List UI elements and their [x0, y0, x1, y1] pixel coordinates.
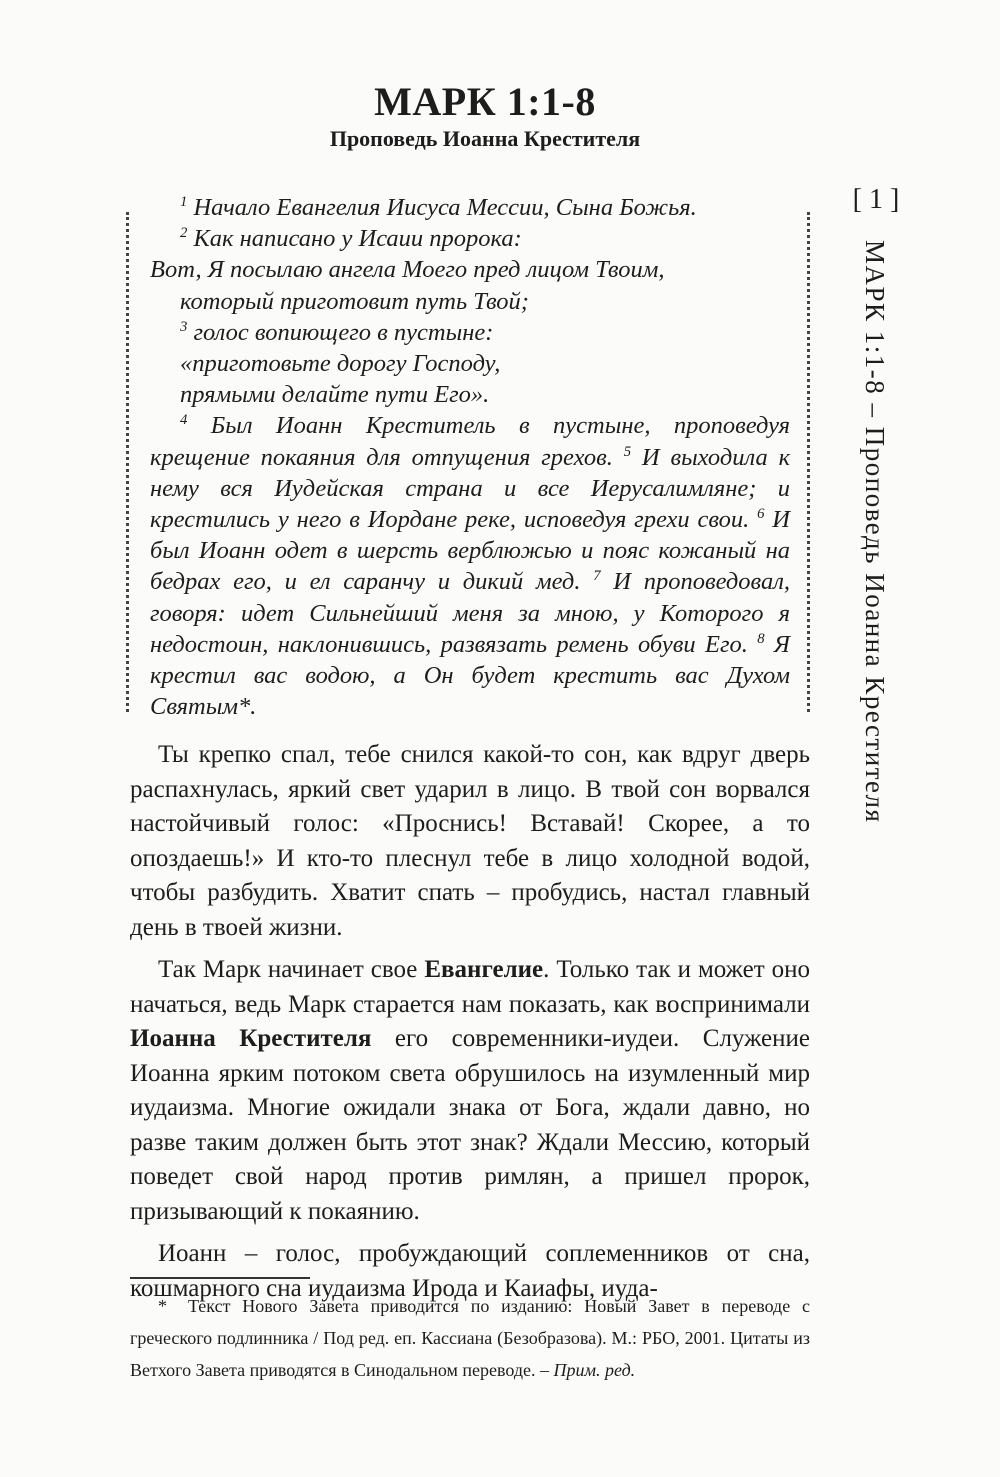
chapter-subtitle: Проповедь Иоанна Крестителя	[329, 126, 641, 151]
verse-2	[150, 223, 790, 254]
text-run: Так Марк начинает свое	[158, 956, 418, 983]
term-john-the-baptist: Иоанна Крестителя	[130, 1025, 372, 1052]
verse-2-poem-line: Вот, Я посылаю ангела Моего пред лицом Твоим,	[150, 256, 665, 284]
verse-number: 5	[623, 443, 632, 460]
paragraph	[130, 953, 810, 1229]
scripture-verses	[150, 192, 790, 722]
verse-text: Был Иоанн Креститель в пустыне, проповедуя крещение покаяния для отпущения грехов.	[150, 412, 791, 471]
dotted-border-left	[126, 212, 129, 712]
verse-text: Как написано у Исаии пророка:	[193, 225, 522, 253]
verse-text: И выходила к нему вся Иудейская страна и все Иерусалимляне; и крестились у него в Иордане реке, исповедуя грехи свои.	[150, 443, 791, 534]
verse-number: 6	[757, 505, 765, 522]
verse-3-poem-line: «приготовьте дорогу Господу,	[180, 350, 501, 378]
running-head	[852, 240, 896, 880]
verse-text: голос вопиющего в пустыне:	[193, 318, 494, 346]
verse-number: 1	[180, 193, 188, 210]
verse-number: 3	[180, 318, 188, 335]
verse-text: И был Иоанн одет в шерсть верблюжью и пояс кожаный на бедрах его, и ел саранчу и дикий мед.	[150, 506, 790, 596]
footnote-text: Текст Нового Завета приводится по изданию: Новый Завет в переводе с греческого подлинника / Под ред. еп. Кассиана (Безобразова). М.: РБО, 2001. Цитаты из Ветхого Завета приводятся в Синодальном переводе. –	[130, 1296, 810, 1380]
text-run: его современники-иудеи. Служение Иоанна ярким потоком света обрушилось на изумленный мир иудаизма. Многие ожидали знака от Бога, ждали давно, но разве таким должен быть этот знак? Ждали Мессию, который поведет свой народ против римлян, а пришел пророк, призывающий к покаянию.	[130, 1025, 810, 1225]
term-gospel: Евангелие	[424, 956, 544, 983]
footnote-rule	[130, 1277, 310, 1279]
dotted-border-right	[807, 212, 810, 712]
verse-text: Я крестил вас водою, а Он будет крестить вас Духом Святым*.	[150, 630, 790, 721]
verse-text: И проповедовал, говоря: идет Сильнейший меня за мною, у Которого я недостоин, наклонившись, развязать ремень обуви Его.	[150, 568, 791, 658]
text-run: . Только так и может оно начаться, ведь Марк старается нам показать, как воспринимали	[130, 956, 810, 1018]
verse-3	[150, 317, 790, 348]
footnote-mark: *	[158, 1296, 167, 1316]
footnote	[130, 1290, 810, 1386]
scripture-block	[126, 193, 810, 721]
verse-text: Начало Евангелия Иисуса Мессии, Сына Божья.	[193, 194, 697, 221]
running-head-text: МАРК 1:1-8 – Проповедь Иоанна Крестителя	[860, 240, 890, 824]
verse-1	[150, 192, 790, 223]
verse-number: 7	[593, 568, 601, 585]
verses-4-8	[150, 410, 790, 722]
paragraph: Ты крепко спал, тебе снился какой-то сон, как вдруг дверь распахнулась, яркий свет ударил в лицо. В твой сон ворвался настойчивый голос: «Проснись! Вставай! Скорее, а то опоздаешь!» И кто-то плеснул тебе в лицо холодной водой, чтобы разбудить. Хватит спать – пробудись, настал главный день в твоей жизни.	[130, 741, 810, 941]
chapter-title: МАРК 1:1-8	[374, 79, 596, 124]
verse-number: 2	[180, 225, 188, 242]
footnote-editor-note: Прим. ред.	[553, 1360, 636, 1380]
verse-number: 4	[180, 412, 188, 429]
verse-number: 8	[757, 630, 765, 647]
verse-2-poem-line: который приготовит путь Твой;	[180, 287, 529, 315]
page-number: [ 1 ]	[852, 184, 900, 215]
paragraph: Иоанн – голос, пробуждающий соплеменников от сна, кошмарного сна иудаизма Ирода и Каиафы, иуда-	[130, 1240, 810, 1302]
commentary-body	[130, 738, 810, 1314]
verse-3-poem-line: прямыми делайте пути Его».	[180, 381, 490, 409]
